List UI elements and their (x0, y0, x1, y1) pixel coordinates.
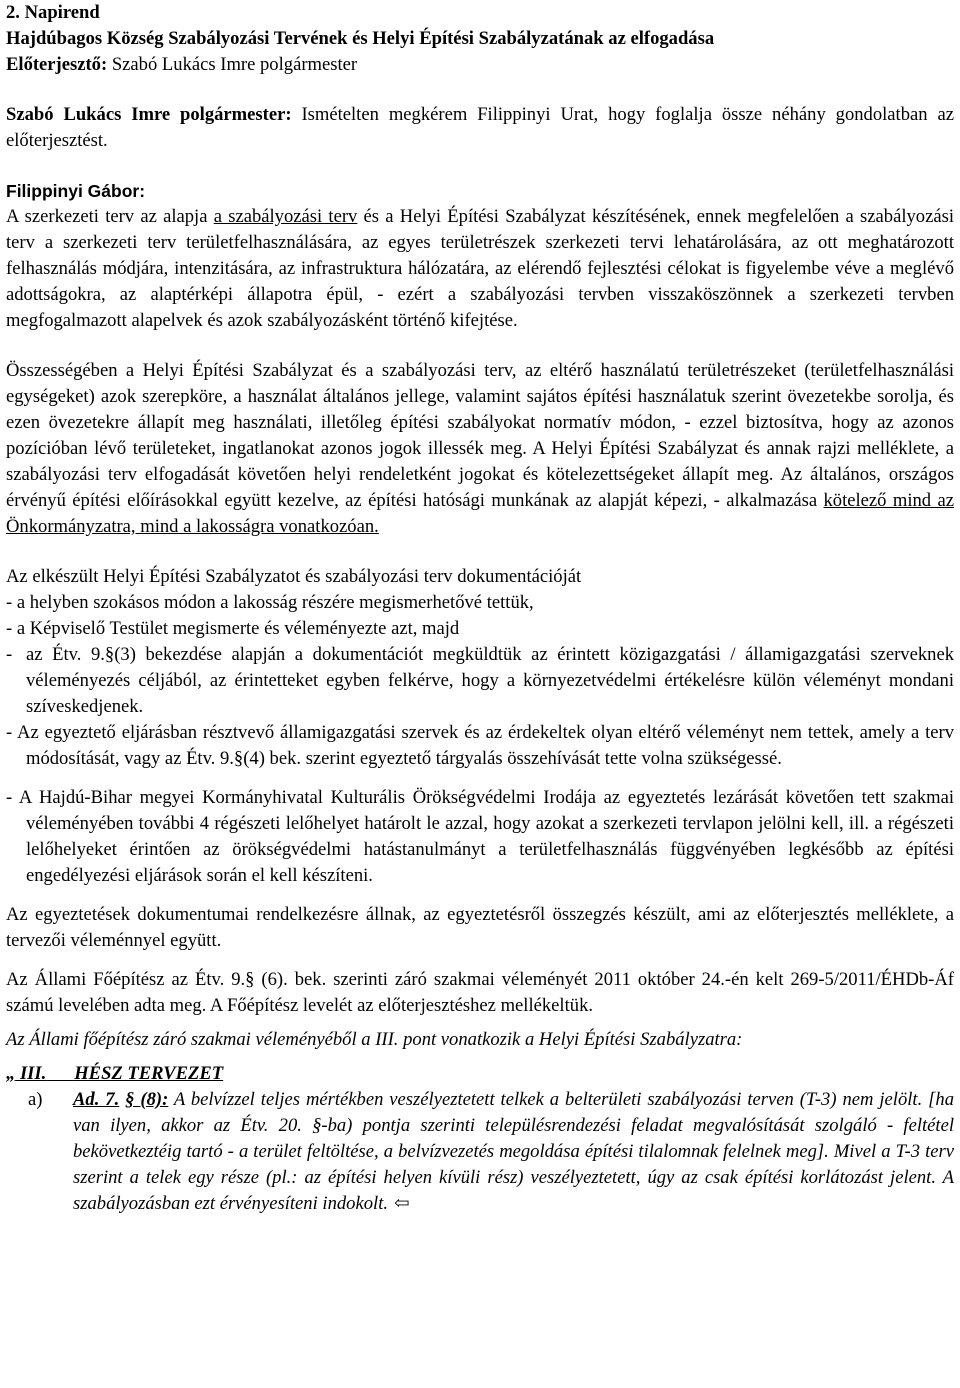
consultation-item-1: - a helyben szokásos módon a lakosság részére megismerhetővé tettük, (6, 592, 534, 613)
speaker-filippinyi: Filippinyi Gábor: (6, 181, 146, 201)
mayor-text: Ismételten megkérem Filippinyi Urat, hogy foglalja össze néhány gondolatban az előterjesztést. (6, 104, 954, 151)
paragraph-mayor (6, 102, 954, 154)
section-heading: „ III. HÉSZ TERVEZET (6, 1063, 224, 1084)
section-item-a: a) Ad. 7. § (8): A belvízzel teljes mértékben veszélyeztetett telkek a belterületi szabályozási terven (T-3) nem jelölt. [ha van ilyen, akkor az Étv. 20. §-ba) pontja szerinti településrendezési feladat megvalósítását szolgáló - feltétel bekövetkeztéig tartó - a terület feltöltése, a belvízvezetés megoldása építési tilalomnak felelnek meg]. Mivel a T-3 terv szerint a telek egy része (pl.: az építési helyen kívüli rész) veszélyeztetett, úgy az csak építési korlátozást jelent. A szabályozásban ezt érvényesíteni indokolt. ⇦ (6, 1087, 954, 1217)
agenda-number: 2. Napirend (6, 2, 100, 23)
paragraph-heritage-office: - A Hajdú-Bihar megyei Kormányhivatal Kulturális Örökségvédelmi Irodája az egyeztetés lezárását követően tett szakmai véleményében további 4 régészeti lelőhelyet határolt le azzal, hogy azokat a szerkezeti tervlapon jelölni kell, ill. a régészeti lelőhelyeket érintően az örökségvédelmi hatástanulmányt a területfelhasználás függvényében legkésőbb az építési engedélyezési eljárások során el kell készíteni. (6, 787, 954, 886)
paragraph-structure-plan: A szerkezeti terv az alapja a szabályozási terv és a Helyi Építési Szabályzat készítésének, ennek megfelelően a szabályozási terv a szerkezeti terv területfelhasználására, az egyes területrészek szerkezeti tervi lehatárolására, az ott meghatározott felhasználás módjára, intenzitására, az infrastruktura hálózatára, az elérendő fejlesztési célokat is figyelembe véve a meglévő adottságokra, az alaptérképi állapotra épül, - ezért a szabályozási tervben visszaköszönnek a szerkezeti tervben megfogalmazott alapelvek és azok szabályozásként történő kifejtése. (6, 206, 955, 331)
consultation-item-2: - a Képviselő Testület megismerte és véleményezte azt, majd (6, 618, 460, 639)
consultation-item-4: - Az egyeztető eljárásban résztvevő államigazgatási szervek és az érdekeltek olyan eltérő véleményt nem tettek, amely a terv módosítását, vagy az Étv. 9.§(4) bek. szerint egyeztető tárgyalás összehívását tette volna szükségessé. (6, 722, 954, 769)
paragraph-consultation-docs: Az egyeztetések dokumentumai rendelkezésre állnak, az egyeztetésről összegzés készült, ami az előterjesztés melléklete, a tervezői véleménnyel együtt. (6, 904, 954, 951)
consultation-item-3: - az Étv. 9.§(3) bekezdése alapján a dokumentációt megküldtük az érintett közigazgatási / államigazgatási szerveknek véleményezés céljából, az érintetteket egyben felkérve, hogy a környezetvédelmi értékelésre külön véleményt mondani szíveskedjenek. (6, 644, 954, 717)
left-arrow-icon: ⇦ (394, 1193, 410, 1214)
agenda-title: Hajdúbagos Község Szabályozási Tervének és Helyi Építési Szabályzatának az elfogadása (6, 28, 715, 49)
paragraph-chief-architect: Az Állami Főépítész az Étv. 9.§ (6). bek. szerinti záró szakmai véleményét 2011 október 24.-én kelt 269-5/2011/ÉHDb-Áf számú levelében adta meg. A Főépítész levelét az előterjesztéshez mellékeltük. (6, 969, 954, 1016)
paragraph-architect-opinion-intro: Az Állami főépítész záró szakmai véleményéből a III. pont vonatkozik a Helyi Építési Szabályzatra: (6, 1029, 743, 1050)
presenter-label: Előterjesztő: (6, 54, 108, 75)
consultation-intro: Az elkészült Helyi Építési Szabályzatot és szabályozási terv dokumentációját (6, 566, 582, 587)
presenter-name: Szabó Lukács Imre polgármester (107, 54, 358, 75)
paragraph-summary: Összességében a Helyi Építési Szabályzat és a szabályozási terv, az eltérő használatú területrészeket (területfelhasználási egységeket) azok szerepköre, a használat általános jellege, valamint sajátos építési használatuk szerint övezetekbe sorolja, és ezen övezetekre állapít meg használati, illetőleg építési szabályokat normatív módon, - ezzel biztosítva, hogy az azonos pozícióban lévő területeket, ingatlanokat azonos jogok illessék meg. A Helyi Építési Szabályzat és annak rajzi melléklete, a szabályozási terv elfogadását követően helyi rendeletként jogokat és kötelezettségeket állapít meg. Az általános, országos érvényű építési előírásokkal együtt kezelve, az építési hatósági munkának az alapját képezi, - alkalmazása kötelező mind az Önkormányzatra, mind a lakosságra vonatkozóan. (6, 360, 954, 537)
presenter-line (6, 52, 954, 78)
speaker-mayor: Szabó Lukács Imre polgármester: (6, 104, 292, 125)
